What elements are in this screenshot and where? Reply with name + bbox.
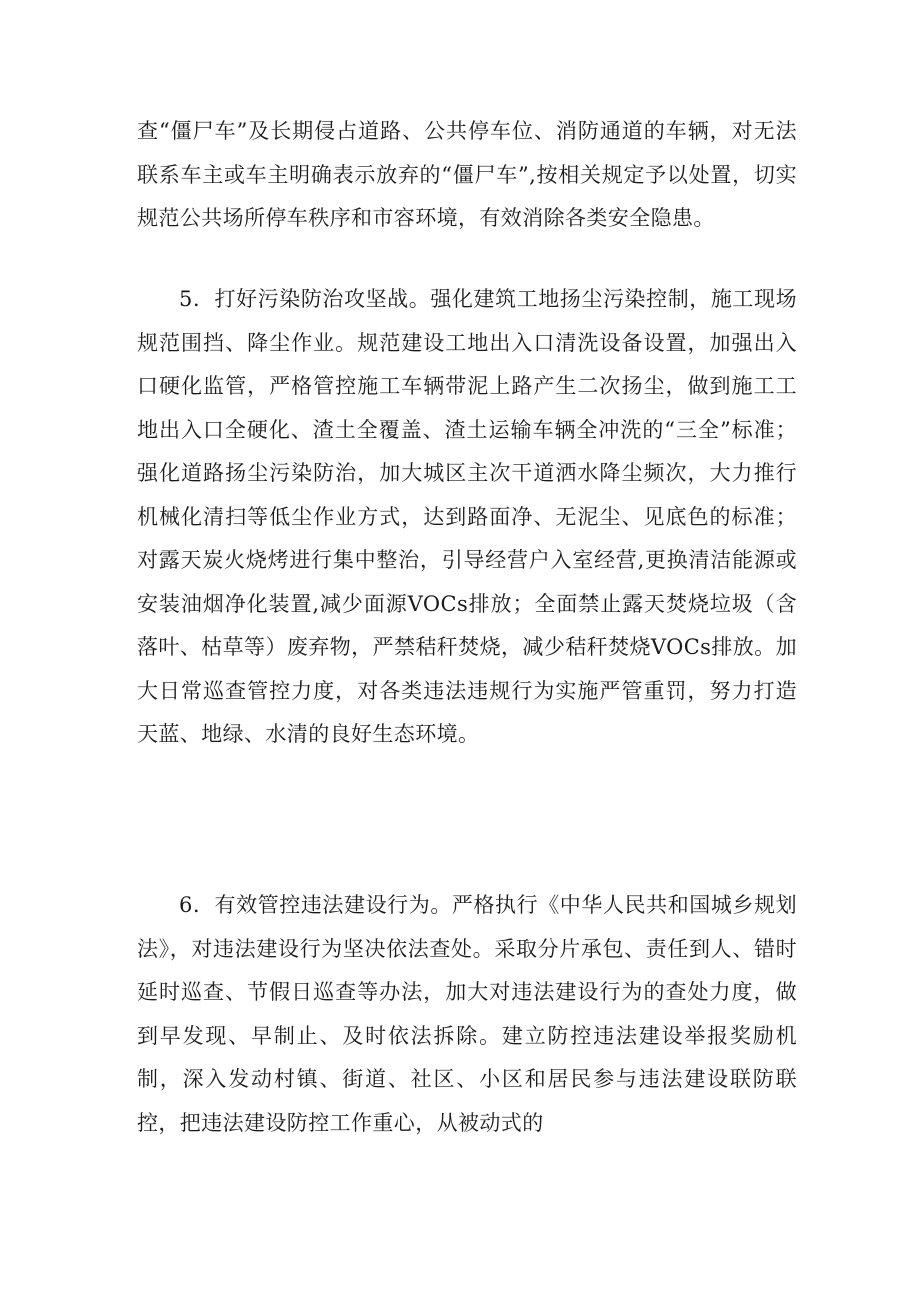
paragraph-item-6-illegal-construction: 6．有效管控违法建设行为。严格执行《中华人民共和国城乡规划法》，对违法建设行为坚决依法查处。采取分片承包、责任到人、错时延时巡查、节假日巡查等办法，加大对违法建设行为的查处力度，做到早发现、早制止、及时依法拆除。建立防控违法建设举报奖励机制，深入发动村镇、街道、社区、小区和居民参与违法建设联防联控，把违法建设防控工作重心，从被动式的 (137, 893, 797, 1135)
paragraph-continuation: 查“僵尸车”及长期侵占道路、公共停车位、消防通道的车辆，对无法联系车主或车主明确表示放弃的“僵尸车”,按相关规定予以处置，切实规范公共场所停车秩序和市容环境，有效消除各类安全隐患。 (137, 119, 797, 230)
paragraph-item-5-pollution-control: 5．打好污染防治攻坚战。强化建筑工地扬尘污染控制，施工现场规范围挡、降尘作业。规范建设工地出入口清洗设备设置，加强出入口硬化监管，严格管控施工车辆带泥上路产生二次扬尘，做到施工工地出入口全硬化、渣土全覆盖、渣土运输车辆全冲洗的“三全”标准；强化道路扬尘污染防治，加大城区主次干道洒水降尘频次，大力推行机械化清扫等低尘作业方式，达到路面净、无泥尘、见底色的标准；对露天炭火烧烤进行集中整治，引导经营户入室经营,更换清洁能源或安装油烟净化装置,减少面源VOCs排放；全面禁止露天焚烧垃圾（含落叶、枯草等）废弃物，严禁秸秆焚烧，减少秸秆焚烧VOCs排放。加大日常巡查管控力度，对各类违法违规行为实施严管重罚，努力打造天蓝、地绿、水清的良好生态环境。 (137, 287, 797, 746)
